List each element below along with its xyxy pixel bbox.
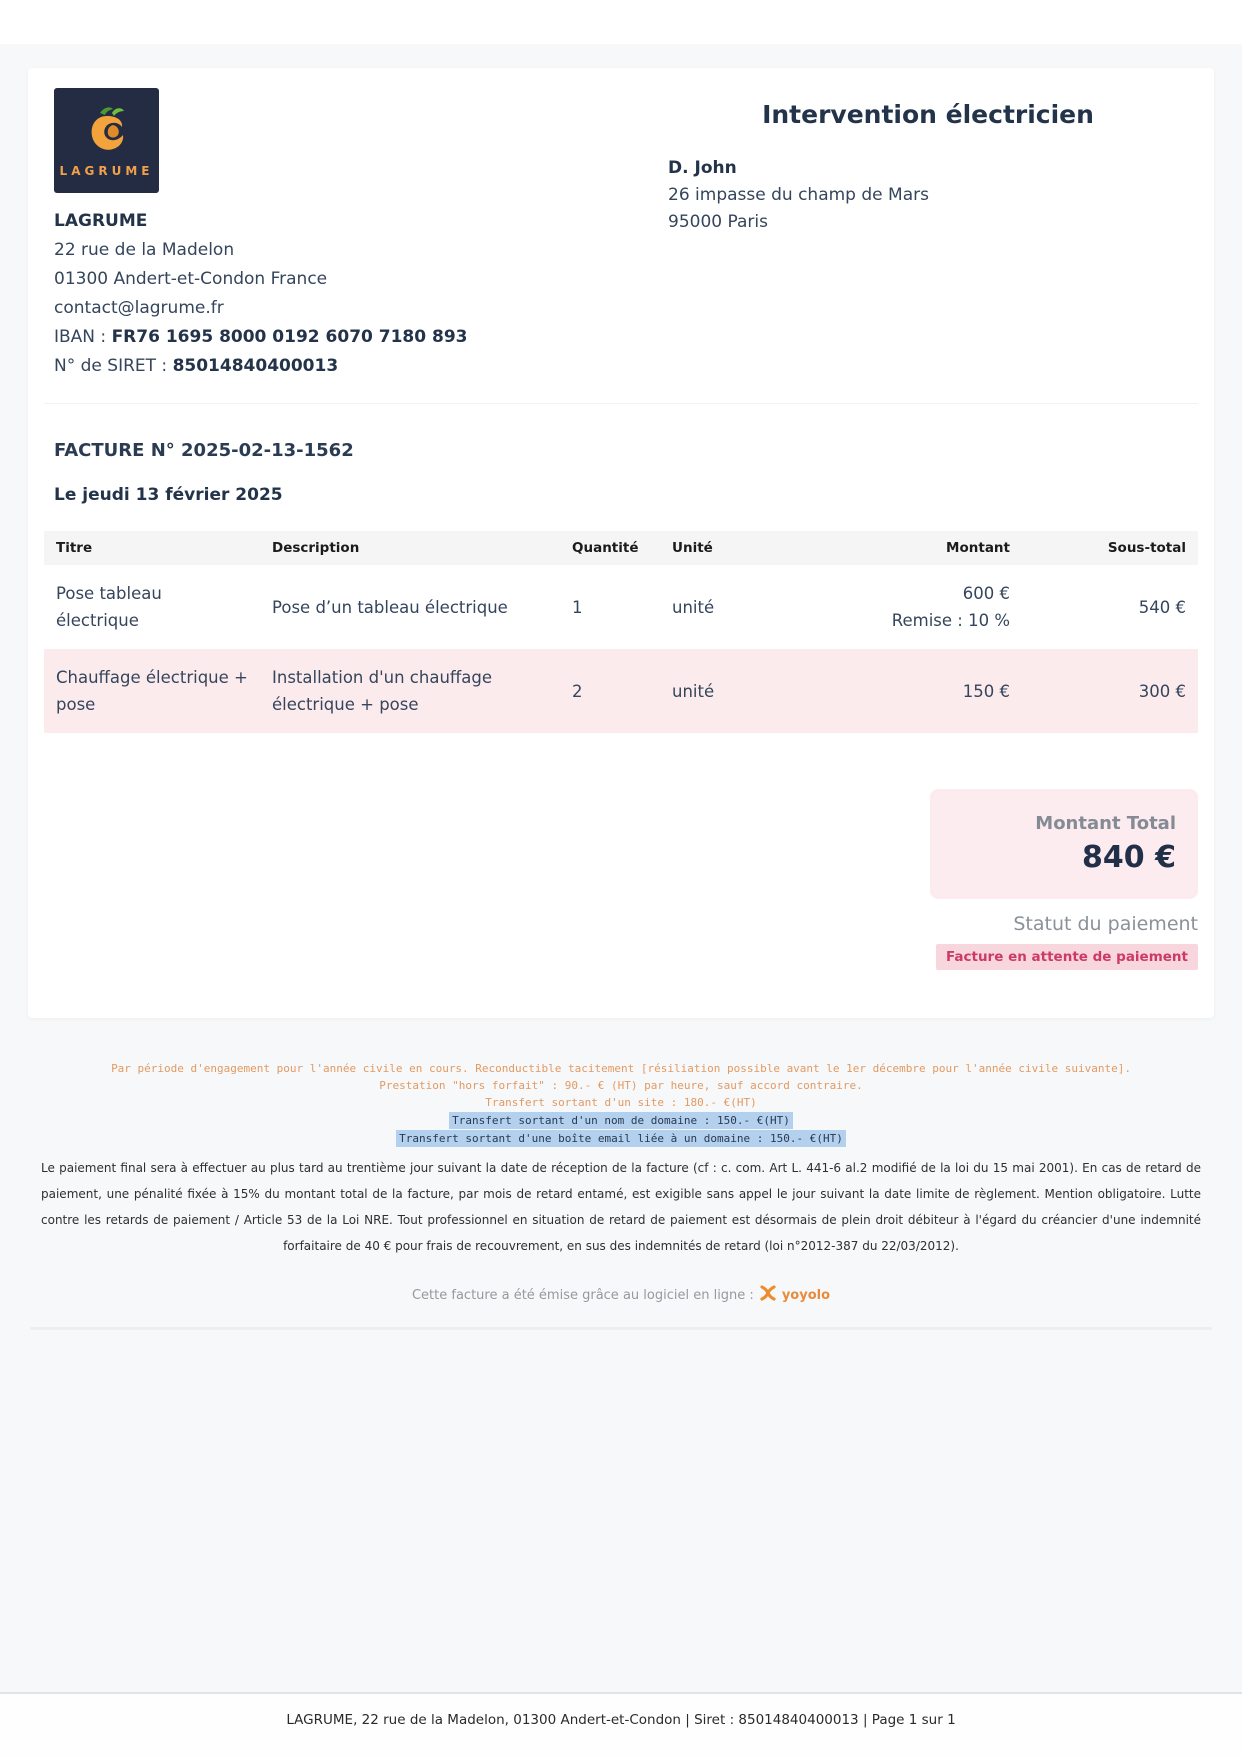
siret-value: 85014840400013 — [172, 356, 339, 376]
card-header — [44, 88, 1198, 381]
invoice-date: Le jeudi 13 février 2025 — [54, 485, 283, 505]
software-name: yoyolo — [781, 1287, 831, 1303]
bottom-divider — [30, 1327, 1212, 1330]
header-description: Description — [272, 540, 360, 556]
citrus-icon — [82, 103, 132, 159]
terms-highlighted-line: Transfert sortant d'une boîte email liée à un domaine : 150.- €(HT) — [396, 1130, 846, 1147]
company-siret — [54, 352, 614, 381]
company-iban — [54, 323, 614, 352]
row-unit: unité — [672, 597, 715, 617]
header-divider — [44, 403, 1198, 404]
terms-line: Par période d'engagement pour l'année civile en cours. Reconductible tacitement [résiliation possible avant le 1er décembre pour l'année civile suivante]. — [111, 1062, 1131, 1075]
invoice-number: FACTURE N° 2025-02-13-1562 — [54, 440, 354, 461]
company-address-line2: 01300 Andert-et-Condon France — [54, 269, 328, 289]
client-name: D. John — [668, 158, 737, 178]
client-block — [668, 155, 1188, 236]
row-subtotal: 300 € — [1138, 681, 1186, 701]
client-address-line1: 26 impasse du champ de Mars — [668, 185, 929, 205]
row-amount: 600 € Remise : 10 % — [802, 566, 1022, 648]
client-address-line2: 95000 Paris — [668, 212, 768, 232]
terms-highlighted-line: Transfert sortant d'un nom de domaine : 150.- €(HT) — [449, 1112, 793, 1129]
row-title: Pose tableau électrique — [56, 584, 162, 630]
row-subtotal: 540 € — [1138, 597, 1186, 617]
terms-line: Prestation "hors forfait" : 90.- € (HT) par heure, sauf accord contraire. — [379, 1079, 863, 1092]
company-name: LAGRUME — [54, 211, 148, 231]
row-description: Pose d’un tableau électrique — [272, 597, 508, 617]
status-badge: Facture en attente de paiement — [936, 944, 1198, 970]
iban-label: IBAN : — [54, 327, 112, 347]
row-title: Chauffage électrique + pose — [56, 668, 248, 714]
header-montant: Montant — [946, 540, 1010, 556]
yoyolo-icon — [760, 1285, 776, 1305]
total-label: Montant Total — [1035, 813, 1176, 834]
table-row — [44, 649, 1198, 733]
row-discount: Remise : 10 % — [891, 611, 1010, 630]
logo-wordmark: LAGRUME — [59, 164, 154, 178]
total-value: 840 € — [1082, 840, 1176, 875]
row-quantity: 2 — [572, 681, 583, 701]
table-row — [44, 565, 1198, 649]
lagrume-logo — [54, 88, 159, 193]
client-column — [668, 88, 1188, 236]
footer-text: LAGRUME, 22 rue de la Madelon, 01300 Andert-et-Condon | Siret : 85014840400013 | Page 1 sur 1 — [286, 1712, 956, 1728]
invoice-card — [28, 68, 1214, 1018]
total-box — [930, 789, 1198, 899]
items-table — [44, 531, 1198, 733]
company-address-line1: 22 rue de la Madelon — [54, 240, 235, 260]
credits-text: Cette facture a été émise grâce au logiciel en ligne : — [411, 1287, 754, 1303]
table-header-row — [44, 531, 1198, 565]
siret-label: N° de SIRET : — [54, 356, 173, 376]
header-sous-total: Sous-total — [1107, 540, 1186, 556]
terms-section — [0, 1060, 1242, 1259]
header-titre: Titre — [56, 540, 93, 556]
header-quantite: Quantité — [572, 540, 639, 556]
badge-wrap — [44, 944, 1198, 970]
row-quantity: 1 — [572, 597, 583, 617]
row-description: Installation d'un chauffage électrique + pose — [272, 668, 493, 714]
iban-value: FR76 1695 8000 0192 6070 7180 893 — [111, 327, 468, 347]
row-unit: unité — [672, 681, 715, 701]
terms-line: Transfert sortant d'un site : 180.- €(HT) — [485, 1096, 757, 1109]
page-title: Intervention électricien — [762, 100, 1094, 129]
credits-line — [0, 1285, 1242, 1305]
company-email: contact@lagrume.fr — [54, 298, 224, 318]
legal-text: Le paiement final sera à effectuer au plus tard au trentième jour suivant la date de réception de la facture (cf : c. com. Art L. 441-6 al.2 modifié de la loi du 15 mai 2001). En cas de retard de paiement, une pénalité fixée à 15% du montant total de la facture, par mois de retard entamé, est exigible sans appel le jour suivant la date limite de règlement. Mention obligatoire. Lutte contre les retards de paiement / Article 53 de la Loi NRE. Tout professionnel en situation de retard de paiement est désormais de plein droit débiteur à l'égard du créancier d'une indemnité forfaitaire de 40 € pour frais de recouvrement, en sus des indemnités de retard (loi n°2012-387 du 22/03/2012). — [41, 1161, 1201, 1253]
header-unite: Unité — [672, 540, 713, 556]
company-block — [54, 207, 614, 381]
payment-status-label: Statut du paiement — [1013, 913, 1198, 935]
page-footer — [0, 1692, 1242, 1756]
top-strip — [0, 0, 1242, 44]
row-amount: 150 € — [962, 681, 1010, 701]
seller-column — [54, 88, 614, 381]
